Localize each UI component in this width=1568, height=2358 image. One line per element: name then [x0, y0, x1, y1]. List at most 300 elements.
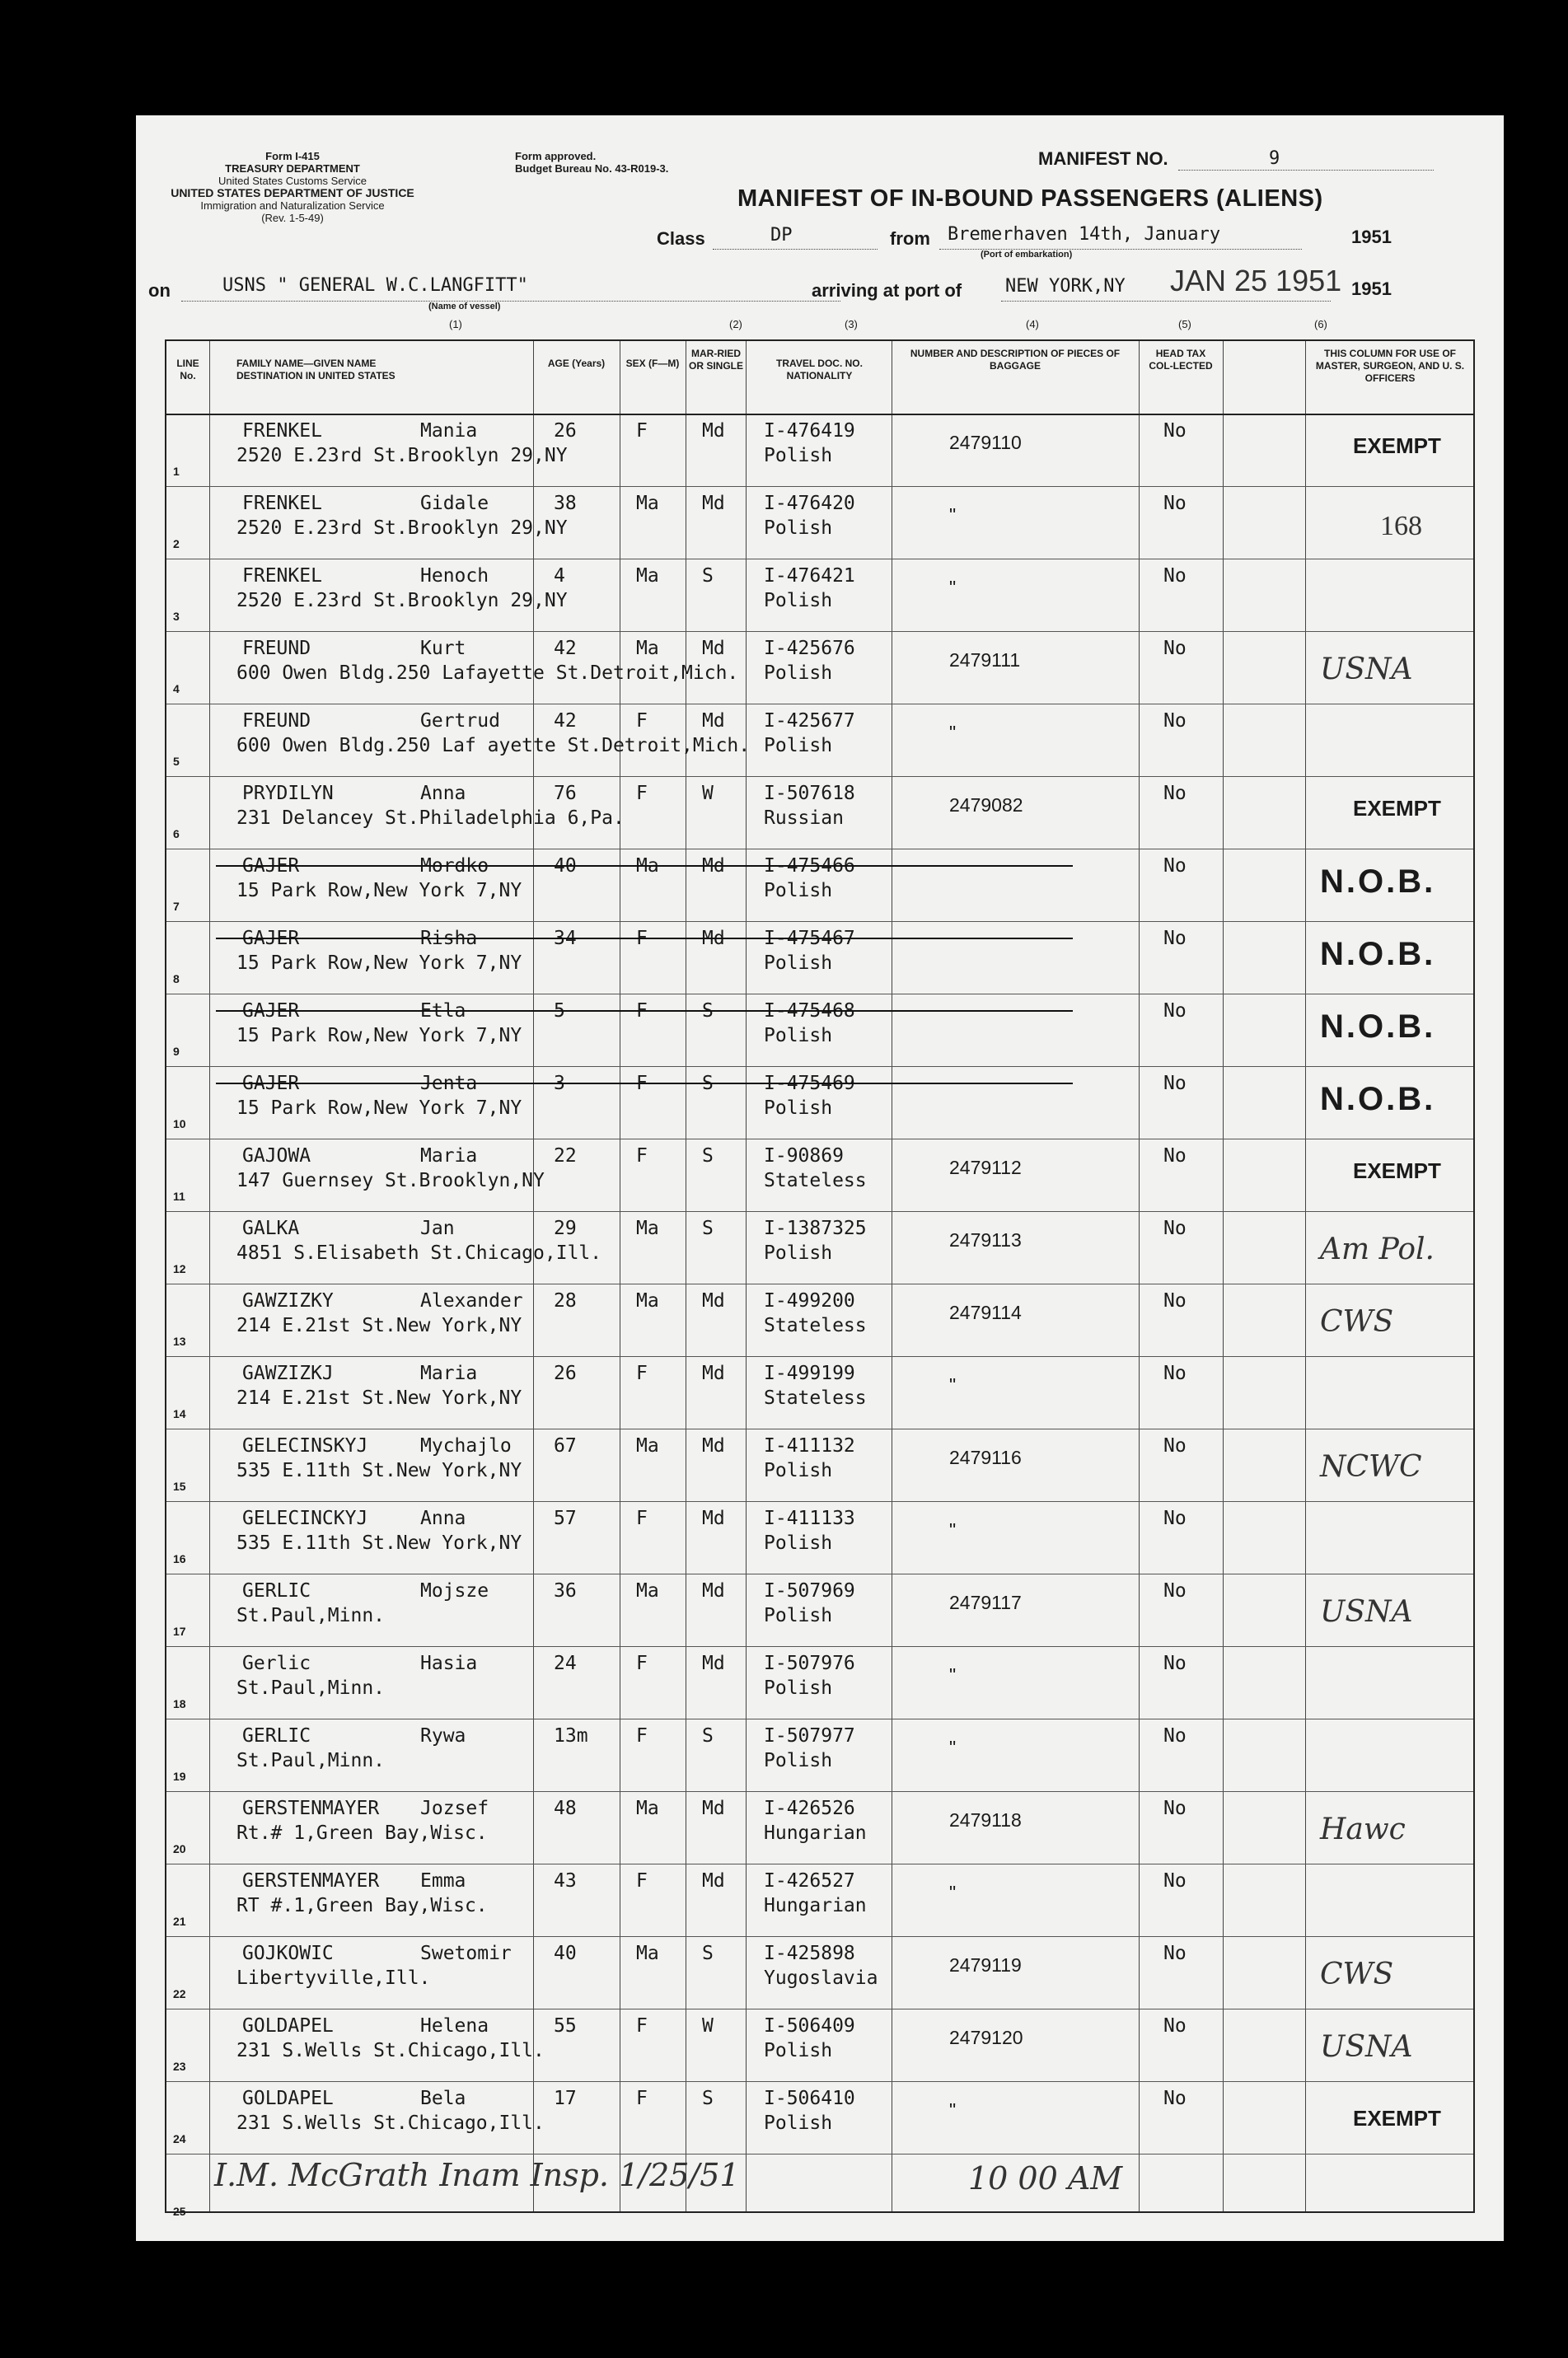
row-nationality: Polish: [764, 1605, 833, 1626]
row-head-tax: No: [1163, 638, 1187, 659]
row-doc-number: I-1387325: [764, 1218, 867, 1239]
row-marital: S: [702, 1943, 714, 1964]
row-line-number: 18: [173, 1697, 186, 1710]
row-sex: F: [636, 1870, 648, 1892]
row-destination: St.Paul,Minn.: [236, 1677, 386, 1699]
row-head-tax: No: [1163, 2015, 1187, 2037]
th-line: LINE No.: [176, 358, 199, 381]
row-head-tax: No: [1163, 1725, 1187, 1747]
row-destination: 231 Delancey St.Philadelphia 6,Pa.: [236, 807, 625, 829]
row-family: GAJER: [242, 1000, 300, 1022]
table-row: [166, 2009, 1473, 2081]
row-line-number: 8: [173, 972, 180, 985]
row-line-number: 19: [173, 1770, 186, 1783]
row-age: 26: [554, 420, 577, 442]
row-divider: [166, 631, 1473, 632]
row-given: Bela: [420, 2088, 466, 2109]
row-baggage: 2479118: [949, 1809, 1022, 1831]
row-line-number: 16: [173, 1552, 186, 1565]
row-marital: Md: [702, 1870, 725, 1892]
row-given: Risha: [420, 928, 478, 949]
row-line-number: 22: [173, 1987, 186, 2000]
row-destination: 147 Guernsey St.Brooklyn,NY: [236, 1170, 545, 1191]
row-family: FRENKEL: [242, 565, 322, 587]
row-doc-number: I-411133: [764, 1508, 855, 1529]
row-sex: Ma: [636, 1798, 659, 1819]
row-destination: 535 E.11th St.New York,NY: [236, 1532, 522, 1554]
officer-signature: I.M. McGrath Inam Insp. 1/25/51: [214, 2157, 740, 2193]
row-age: 55: [554, 2015, 577, 2037]
agency-note: USNA: [1320, 653, 1413, 686]
col-number-3: (3): [845, 318, 858, 330]
row-destination: 2520 E.23rd St.Brooklyn 29,NY: [236, 445, 568, 466]
row-sex: Ma: [636, 855, 659, 877]
row-sex: F: [636, 1363, 648, 1384]
table-row: [166, 1211, 1473, 1284]
from-year: 1951: [1351, 227, 1392, 247]
manifest-no-label: MANIFEST NO.: [1038, 148, 1168, 169]
row-given: Emma: [420, 1870, 466, 1892]
row-marital: Md: [702, 1508, 725, 1529]
row-nationality: Stateless: [764, 1387, 867, 1409]
th-travel: TRAVEL DOC. NO. NATIONALITY: [776, 358, 863, 381]
row-age: 43: [554, 1870, 577, 1892]
row-age: 5: [554, 1000, 565, 1022]
row-doc-number: I-475468: [764, 1000, 855, 1022]
row-divider: [166, 1066, 1473, 1067]
row-age: 4: [554, 565, 565, 587]
row-family: FRENKEL: [242, 420, 322, 442]
row-baggage: 2479116: [949, 1447, 1022, 1468]
row-nationality: Hungarian: [764, 1895, 867, 1916]
row-head-tax: No: [1163, 1363, 1187, 1384]
table-row: [166, 1936, 1473, 2009]
row-destination: 15 Park Row,New York 7,NY: [236, 1097, 522, 1119]
row-nationality: Polish: [764, 1532, 833, 1554]
row-nationality: Polish: [764, 590, 833, 611]
row-marital: Md: [702, 855, 725, 877]
row-head-tax: No: [1163, 420, 1187, 442]
row-age: 28: [554, 1290, 577, 1312]
row-line-number: 25: [173, 2205, 186, 2218]
row-marital: Md: [702, 1580, 725, 1602]
table-row: [166, 704, 1473, 776]
row-doc-number: I-426527: [764, 1870, 855, 1892]
row-divider: [166, 1501, 1473, 1502]
row-divider: [166, 1356, 1473, 1357]
row-divider: [166, 486, 1473, 487]
row-baggage: ": [949, 1737, 957, 1758]
row-baggage: 2479117: [949, 1592, 1022, 1613]
manifest-no-underline: [1178, 170, 1434, 171]
col-number-2: (2): [729, 318, 742, 330]
row-head-tax: No: [1163, 1073, 1187, 1094]
row-given: Mojsze: [420, 1580, 489, 1602]
row-given: Gidale: [420, 493, 489, 514]
vessel-value: USNS " GENERAL W.C.LANGFITT": [222, 275, 528, 296]
row-baggage: ": [949, 1374, 957, 1396]
row-head-tax: No: [1163, 855, 1187, 877]
row-family: GAJER: [242, 928, 300, 949]
row-doc-number: I-506410: [764, 2088, 855, 2109]
row-nationality: Polish: [764, 445, 833, 466]
arriving-year: 1951: [1351, 278, 1392, 299]
row-family: GERSTENMAYER: [242, 1798, 380, 1819]
row-given: Anna: [420, 783, 466, 804]
row-sex: F: [636, 2015, 648, 2037]
row-sex: Ma: [636, 1218, 659, 1239]
margin-number: 168: [1380, 511, 1422, 541]
row-family: GAWZIZKY: [242, 1290, 334, 1312]
row-line-number: 2: [173, 537, 180, 550]
row-head-tax: No: [1163, 928, 1187, 949]
row-destination: RT #.1,Green Bay,Wisc.: [236, 1895, 488, 1916]
row-given: Etla: [420, 1000, 466, 1022]
row-baggage: 2479112: [949, 1157, 1022, 1178]
row-sex: F: [636, 1653, 648, 1674]
row-age: 40: [554, 1943, 577, 1964]
row-baggage: ": [949, 722, 957, 743]
agency-note: Hawc: [1320, 1813, 1406, 1846]
date-stamp: JAN 25 1951: [1170, 264, 1342, 297]
row-family: GOLDAPEL: [242, 2088, 334, 2109]
table-row: [166, 1864, 1473, 1936]
row-given: Hasia: [420, 1653, 478, 1674]
row-nationality: Russian: [764, 807, 844, 829]
row-age: 38: [554, 493, 577, 514]
row-destination: 15 Park Row,New York 7,NY: [236, 1025, 522, 1046]
exempt-stamp: EXEMPT: [1353, 2106, 1441, 2131]
nob-stamp: N.O.B.: [1320, 1008, 1436, 1045]
row-sex: Ma: [636, 1580, 659, 1602]
vessel-caption: (Name of vessel): [428, 302, 501, 311]
row-baggage: 2479114: [949, 1302, 1022, 1323]
row-head-tax: No: [1163, 1943, 1187, 1964]
strike-through-line: [216, 938, 1073, 939]
row-nationality: Polish: [764, 1242, 833, 1264]
row-family: GALKA: [242, 1218, 300, 1239]
row-baggage: 2479120: [949, 2027, 1023, 2048]
row-doc-number: I-506409: [764, 2015, 855, 2037]
punch-hole: [68, 2097, 105, 2135]
passenger-table: [165, 339, 1475, 2218]
agency-note: NCWC: [1320, 1450, 1422, 1484]
row-family: GERLIC: [242, 1725, 311, 1747]
row-divider: [166, 921, 1473, 922]
row-given: Kurt: [420, 638, 466, 659]
row-marital: S: [702, 1145, 714, 1167]
row-nationality: Hungarian: [764, 1822, 867, 1844]
table-row: [166, 1139, 1473, 1211]
row-age: 42: [554, 638, 577, 659]
row-family: GAJOWA: [242, 1145, 311, 1167]
class-value: DP: [770, 225, 793, 246]
row-head-tax: No: [1163, 493, 1187, 514]
row-destination: Libertyville,Ill.: [236, 1967, 431, 1989]
row-baggage: ": [949, 1664, 957, 1686]
row-age: 76: [554, 783, 577, 804]
row-nationality: Polish: [764, 952, 833, 974]
row-doc-number: I-507977: [764, 1725, 855, 1747]
row-line-number: 24: [173, 2132, 186, 2145]
row-family: GOLDAPEL: [242, 2015, 334, 2037]
th-officers: THIS COLUMN FOR USE OF MASTER, SURGEON, AND U. S. OFFICERS: [1315, 348, 1465, 384]
row-line-number: 10: [173, 1117, 186, 1130]
row-sex: F: [636, 928, 648, 949]
row-marital: Md: [702, 1435, 725, 1457]
row-destination: 600 Owen Bldg.250 Lafayette St.Detroit,Mich.: [236, 662, 739, 684]
row-doc-number: I-425676: [764, 638, 855, 659]
punch-hole: [97, 317, 135, 355]
row-line-number: 23: [173, 2060, 186, 2073]
row-nationality: Polish: [764, 735, 833, 756]
row-destination: 231 S.Wells St.Chicago,Ill.: [236, 2040, 545, 2061]
row-sex: F: [636, 1000, 648, 1022]
nob-stamp: N.O.B.: [1320, 1081, 1436, 1117]
row-destination: 231 S.Wells St.Chicago,Ill.: [236, 2112, 545, 2134]
row-doc-number: I-425898: [764, 1943, 855, 1964]
row-sex: F: [636, 1725, 648, 1747]
row-nationality: Polish: [764, 1097, 833, 1119]
row-age: 24: [554, 1653, 577, 1674]
row-doc-number: I-475467: [764, 928, 855, 949]
row-line-number: 4: [173, 682, 180, 695]
punch-hole: [66, 340, 104, 378]
row-doc-number: I-426526: [764, 1798, 855, 1819]
row-line-number: 11: [173, 1190, 185, 1203]
row-given: Gertrud: [420, 710, 500, 732]
row-marital: W: [702, 783, 714, 804]
row-marital: Md: [702, 420, 725, 442]
row-destination: Rt.# 1,Green Bay,Wisc.: [236, 1822, 488, 1844]
row-nationality: Stateless: [764, 1170, 867, 1191]
row-age: 17: [554, 2088, 577, 2109]
row-head-tax: No: [1163, 1218, 1187, 1239]
row-line-number: 14: [173, 1407, 186, 1420]
row-sex: F: [636, 1073, 648, 1094]
class-label: Class: [657, 228, 705, 249]
row-age: 40: [554, 855, 577, 877]
exempt-stamp: EXEMPT: [1353, 433, 1441, 458]
table-row: [166, 849, 1473, 921]
punch-hole: [97, 177, 135, 215]
nob-stamp: N.O.B.: [1320, 863, 1436, 900]
row-doc-number: I-476419: [764, 420, 855, 442]
row-marital: S: [702, 1725, 714, 1747]
th-age: AGE (Years): [547, 358, 606, 369]
row-marital: Md: [702, 638, 725, 659]
row-baggage: 2479119: [949, 1954, 1022, 1976]
col-number-4: (4): [1026, 318, 1039, 330]
row-given: Mania: [420, 420, 478, 442]
col-number-6: (6): [1314, 318, 1327, 330]
row-sex: Ma: [636, 493, 659, 514]
row-nationality: Polish: [764, 2040, 833, 2061]
row-divider: [166, 1211, 1473, 1212]
row-line-number: 3: [173, 610, 180, 623]
row-destination: 15 Park Row,New York 7,NY: [236, 952, 522, 974]
row-sex: F: [636, 1508, 648, 1529]
table-row: [166, 1791, 1473, 1864]
signature-time: 10 00 AM: [968, 2160, 1123, 2197]
row-given: Helena: [420, 2015, 489, 2037]
port-caption: (Port of embarkation): [981, 250, 1073, 260]
row-given: Jenta: [420, 1073, 478, 1094]
row-head-tax: No: [1163, 2088, 1187, 2109]
row-nationality: Polish: [764, 1025, 833, 1046]
row-divider: [166, 2081, 1473, 2082]
from-label: from: [890, 228, 930, 249]
table-row: [166, 1356, 1473, 1429]
table-row: [166, 1646, 1473, 1719]
row-doc-number: I-476420: [764, 493, 855, 514]
row-family: GOJKOWIC: [242, 1943, 334, 1964]
punch-hole: [68, 1042, 105, 1080]
th-married: MAR-RIED OR SINGLE: [689, 348, 744, 372]
row-divider: [166, 1791, 1473, 1792]
form-number: Form I-415: [265, 150, 320, 162]
row-head-tax: No: [1163, 565, 1187, 587]
row-given: Jan: [420, 1218, 455, 1239]
row-sex: Ma: [636, 1435, 659, 1457]
from-value: Bremerhaven 14th, January: [948, 224, 1221, 245]
row-line-number: 1: [173, 465, 180, 478]
row-age: 26: [554, 1363, 577, 1384]
manifest-page: [136, 115, 1504, 2241]
row-nationality: Polish: [764, 1677, 833, 1699]
row-destination: 600 Owen Bldg.250 Laf ayette St.Detroit,Mich.: [236, 735, 751, 756]
row-head-tax: No: [1163, 1870, 1187, 1892]
row-family: FRENKEL: [242, 493, 322, 514]
row-baggage: ": [949, 1882, 957, 1903]
budget-bureau-line: Budget Bureau No. 43-R019-3.: [515, 162, 669, 175]
row-head-tax: No: [1163, 1798, 1187, 1819]
agency-note: CWS: [1320, 1958, 1394, 1991]
row-baggage: ": [949, 577, 957, 598]
row-given: Anna: [420, 1508, 466, 1529]
row-family: PRYDILYN: [242, 783, 334, 804]
row-doc-number: I-476421: [764, 565, 855, 587]
row-family: GERSTENMAYER: [242, 1870, 380, 1892]
table-row: [166, 486, 1473, 559]
row-given: Mychajlo: [420, 1435, 512, 1457]
row-age: 22: [554, 1145, 577, 1167]
row-nationality: Polish: [764, 1460, 833, 1481]
immigration-service: Immigration and Naturalization Service: [200, 199, 385, 212]
manifest-title: MANIFEST OF IN-BOUND PASSENGERS (ALIENS): [737, 185, 1323, 212]
row-head-tax: No: [1163, 1508, 1187, 1529]
table-row: [166, 1501, 1473, 1574]
manifest-no-value: 9: [1269, 148, 1280, 169]
row-head-tax: No: [1163, 1000, 1187, 1022]
form-approved: [515, 150, 668, 175]
department-of-justice: UNITED STATES DEPARTMENT OF JUSTICE: [171, 186, 414, 199]
vessel-underline: [181, 301, 840, 302]
row-line-number: 12: [173, 1262, 186, 1275]
exempt-stamp: EXEMPT: [1353, 1158, 1441, 1183]
nob-stamp: N.O.B.: [1320, 936, 1436, 972]
row-nationality: Polish: [764, 2112, 833, 2134]
row-head-tax: No: [1163, 1580, 1187, 1602]
punch-hole: [68, 1471, 105, 1509]
row-line-number: 17: [173, 1625, 186, 1638]
row-baggage: ": [949, 504, 957, 526]
row-family: GELECINCKYJ: [242, 1508, 368, 1529]
row-baggage: 2479111: [949, 649, 1021, 671]
agency-note: Am Pol.: [1320, 1233, 1435, 1266]
treasury-department: TREASURY DEPARTMENT: [225, 162, 360, 175]
row-marital: Md: [702, 1363, 725, 1384]
row-doc-number: I-475466: [764, 855, 855, 877]
table-row: [166, 559, 1473, 631]
row-marital: Md: [702, 710, 725, 732]
row-marital: S: [702, 1000, 714, 1022]
row-destination: 2520 E.23rd St.Brooklyn 29,NY: [236, 590, 568, 611]
row-baggage: 2479113: [949, 1229, 1022, 1251]
row-given: Swetomir: [420, 1943, 512, 1964]
row-divider: [166, 1936, 1473, 1937]
row-given: Maria: [420, 1363, 478, 1384]
row-doc-number: I-507618: [764, 783, 855, 804]
th-sex: SEX (F—M): [625, 358, 680, 369]
row-destination: St.Paul,Minn.: [236, 1605, 386, 1626]
row-line-number: 7: [173, 900, 180, 913]
arriving-underline: [1001, 301, 1331, 302]
row-nationality: Polish: [764, 662, 833, 684]
row-head-tax: No: [1163, 783, 1187, 804]
row-marital: S: [702, 1073, 714, 1094]
row-doc-number: I-507976: [764, 1653, 855, 1674]
row-family: GERLIC: [242, 1580, 311, 1602]
table-row: [166, 631, 1473, 704]
row-family: GAWZIZKJ: [242, 1363, 334, 1384]
table-row: [166, 994, 1473, 1066]
row-doc-number: I-425677: [764, 710, 855, 732]
row-line-number: 15: [173, 1480, 186, 1493]
row-divider: [166, 776, 1473, 777]
row-sex: F: [636, 783, 648, 804]
form-approved-line: Form approved.: [515, 150, 597, 162]
th-name: FAMILY NAME—GIVEN NAME DESTINATION IN UNITED STATES: [236, 358, 396, 381]
table-row: [166, 921, 1473, 994]
agency-note: CWS: [1320, 1305, 1394, 1339]
on-label: on: [148, 280, 171, 301]
row-baggage: 2479082: [949, 794, 1023, 816]
class-underline: [713, 249, 878, 250]
row-line-number: 13: [173, 1335, 186, 1348]
row-given: Henoch: [420, 565, 489, 587]
th-baggage: NUMBER AND DESCRIPTION OF PIECES OF BAGGAGE: [910, 348, 1121, 372]
row-doc-number: I-90869: [764, 1145, 844, 1167]
strike-through-line: [216, 865, 1073, 867]
table-row: [166, 1429, 1473, 1501]
row-doc-number: I-507969: [764, 1580, 855, 1602]
row-nationality: Yugoslavia: [764, 1967, 878, 1989]
row-sex: F: [636, 710, 648, 732]
col-number-5: (5): [1178, 318, 1191, 330]
row-age: 34: [554, 928, 577, 949]
row-family: Gerlic: [242, 1653, 311, 1674]
table-row: [166, 2081, 1473, 2154]
row-destination: 15 Park Row,New York 7,NY: [236, 880, 522, 901]
row-family: FREUND: [242, 710, 311, 732]
exempt-stamp: EXEMPT: [1353, 796, 1441, 821]
row-given: Mordko: [420, 855, 489, 877]
row-line-number: 9: [173, 1045, 180, 1058]
row-baggage: ": [949, 2099, 957, 2121]
row-destination: 214 E.21st St.New York,NY: [236, 1315, 522, 1336]
row-line-number: 6: [173, 827, 180, 840]
